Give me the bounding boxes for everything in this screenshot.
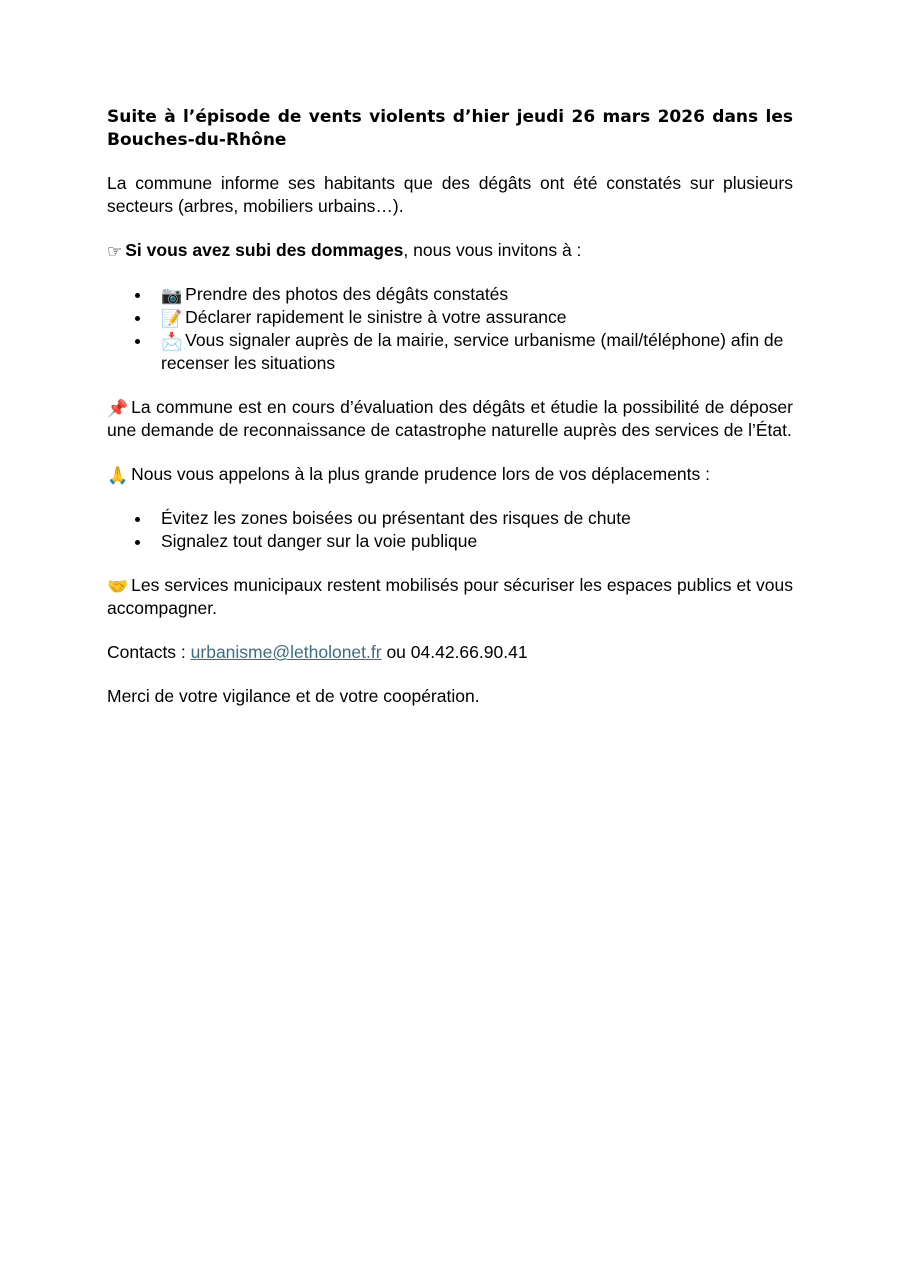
list-item xyxy=(161,507,793,530)
document-page xyxy=(107,106,793,708)
envelope-icon: 📩 xyxy=(161,332,183,352)
list-item-text: Vous signaler auprès de la mairie, service urbanisme (mail/téléphone) afin de recenser les situations xyxy=(161,330,784,373)
contacts-label: Contacts : xyxy=(107,642,191,662)
services-paragraph xyxy=(107,574,793,620)
list-item xyxy=(161,306,793,329)
handshake-icon: 🤝 xyxy=(107,577,129,597)
document-title: Suite à l’épisode de vents violents d’hier jeudi 26 mars 2026 dans les Bouches-du-Rhône xyxy=(107,107,793,150)
pushpin-icon: 📌 xyxy=(107,399,129,419)
services-text: Les services municipaux restent mobilisés pour sécuriser les espaces publics et vous accompagner. xyxy=(107,575,793,618)
closing-paragraph: Merci de votre vigilance et de votre coopération. xyxy=(107,686,480,706)
damage-lead-rest: , nous vous invitons à : xyxy=(403,240,582,260)
contacts-paragraph xyxy=(107,641,793,664)
list-item-text: Évitez les zones boisées ou présentant des risques de chute xyxy=(161,508,631,528)
memo-icon: 📝 xyxy=(161,309,183,329)
contacts-separator: ou xyxy=(381,642,411,662)
list-item xyxy=(161,283,793,306)
list-item xyxy=(161,530,793,553)
evaluation-paragraph xyxy=(107,396,793,442)
intro-paragraph: La commune informe ses habitants que des dégâts ont été constatés sur plusieurs secteurs (arbres, mobiliers urbains…). xyxy=(107,173,793,216)
list-item xyxy=(161,329,793,375)
email-link[interactable]: urbanisme@letholonet.fr xyxy=(190,642,382,662)
caution-lead-paragraph xyxy=(107,463,793,486)
list-item-text: Signalez tout danger sur la voie publique xyxy=(161,531,478,551)
caution-lead-text: Nous vous appelons à la plus grande prudence lors de vos déplacements : xyxy=(131,464,711,484)
camera-icon: 📷 xyxy=(161,286,183,306)
damage-lead-paragraph xyxy=(107,239,793,262)
damage-lead-bold: Si vous avez subi des dommages xyxy=(125,240,404,260)
list-item-text: Prendre des photos des dégâts constatés xyxy=(185,284,509,304)
caution-list xyxy=(107,507,793,553)
evaluation-text: La commune est en cours d’évaluation des dégâts et étudie la possibilité de déposer une demande de reconnaissance de catastrophe naturelle auprès des services de l’État. xyxy=(107,397,793,440)
pointing-hand-icon: ☞ xyxy=(107,242,123,262)
phone-number: 04.42.66.90.41 xyxy=(410,642,528,662)
damage-actions-list xyxy=(107,283,793,375)
list-item-text: Déclarer rapidement le sinistre à votre assurance xyxy=(185,307,567,327)
folded-hands-icon: 🙏 xyxy=(107,466,129,486)
